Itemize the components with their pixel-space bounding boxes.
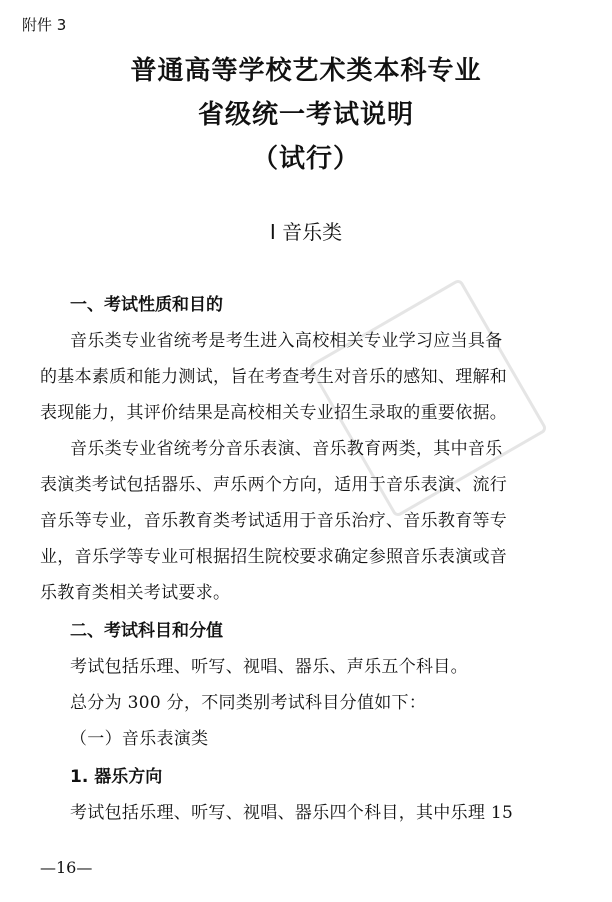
paragraph-line: 的基本素质和能力测试，旨在考查考生对音乐的感知、理解和 <box>40 367 508 387</box>
paragraph-line: 表演类考试包括器乐、声乐两个方向，适用于音乐表演、流行 <box>40 475 508 495</box>
paragraph-line: 乐教育类相关考试要求。 <box>40 583 231 603</box>
subsection-label: （一）音乐表演类 <box>70 729 209 749</box>
paragraph-line: 考试包括乐理、听写、视唱、器乐、声乐五个科目。 <box>70 657 468 677</box>
paragraph-line: 音乐类专业省统考分音乐表演、音乐教育两类，其中音乐 <box>70 439 503 459</box>
heading-exam-nature: 一、考试性质和目的 <box>70 295 223 315</box>
paragraph-line: 音乐类专业省统考是考生进入高校相关专业学习应当具备 <box>70 331 503 351</box>
document-title-line1: 普通高等学校艺术类本科专业 <box>130 56 482 86</box>
paragraph-line: 业，音乐学等专业可根据招生院校要求确定参照音乐表演或音 <box>40 547 508 567</box>
paragraph-line: 考试包括乐理、听写、视唱、器乐四个科目，其中乐理 15 <box>70 803 514 823</box>
page-number: —16— <box>40 858 93 877</box>
section-title: Ⅰ 音乐类 <box>269 220 343 244</box>
attachment-label: 附件 3 <box>22 16 67 34</box>
heading-exam-subjects: 二、考试科目和分值 <box>70 621 223 641</box>
heading-instrumental: 1. 器乐方向 <box>70 767 163 787</box>
paragraph-line: 总分为 300 分，不同类别考试科目分值如下： <box>70 693 427 713</box>
paragraph-line: 音乐等专业，音乐教育类考试适用于音乐治疗、音乐教育等专 <box>40 511 508 531</box>
document-title-line2: 省级统一考试说明 <box>197 100 414 130</box>
document-title-line3: （试行） <box>251 144 360 174</box>
paragraph-line: 表现能力，其评价结果是高校相关专业招生录取的重要依据。 <box>40 403 508 423</box>
